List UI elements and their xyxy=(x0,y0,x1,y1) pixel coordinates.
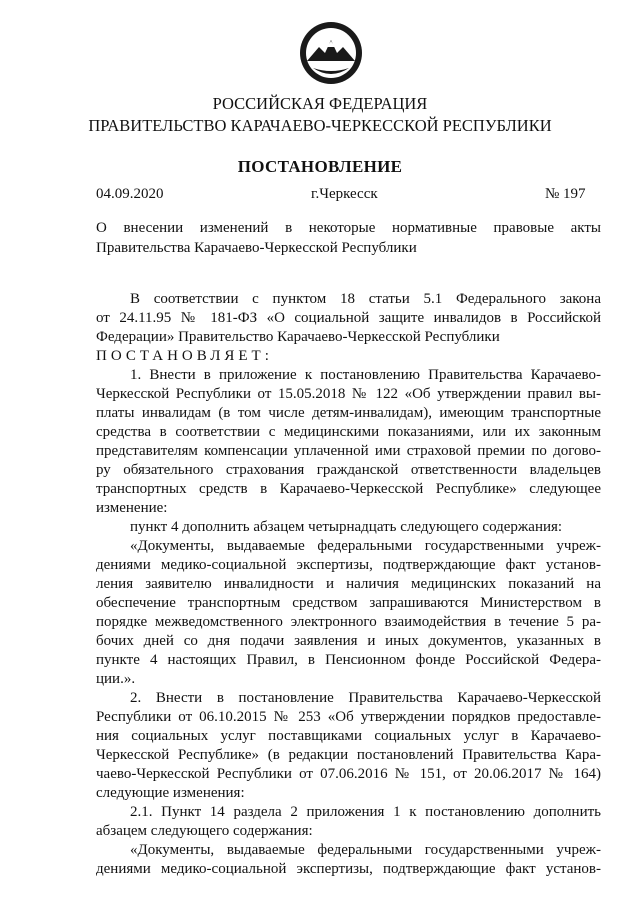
body-line: «Документы, выдаваемые федеральными государственными учреж- xyxy=(130,538,601,554)
document-type-title: ПОСТАНОВЛЕНИЕ xyxy=(237,157,403,176)
body-line: Республики от 06.10.2015 № 253 «Об утверждении порядков предоставле- xyxy=(96,709,601,725)
government-heading: ПРАВИТЕЛЬСТВО КАРАЧАЕВО-ЧЕРКЕССКОЙ РЕСПУБЛИКИ xyxy=(88,116,552,135)
body-line: 2. Внести в постановление Правительства Карачаево-Черкесской xyxy=(130,690,601,706)
document-number: № 197 xyxy=(545,186,586,202)
body-line: следующие изменения: xyxy=(96,785,245,801)
body-line: «Документы, выдаваемые федеральными государственными учреж- xyxy=(130,842,601,858)
body-line: транспортных средств в Карачаево-Черкесской Республике» следующее xyxy=(96,481,601,497)
body-line: чаево-Черкесской Республики от 07.06.2016 № 151, от 20.06.2017 № 164) xyxy=(96,766,601,782)
body-line: дениями медико-социальной экспертизы, подтверждающие факт установ- xyxy=(96,861,601,877)
body-line: 2.1. Пункт 14 раздела 2 приложения 1 к постановлению дополнить xyxy=(130,804,601,820)
body-line: представителям компенсации уплаченной ими страховой премии по догово- xyxy=(96,443,601,459)
body-line: дениями медико-социальной экспертизы, подтверждающие факт установ- xyxy=(96,557,601,573)
coat-of-arms-emblem xyxy=(298,20,364,86)
body-line-postanovlyaet: ПОСТАНОВЛЯЕТ: xyxy=(96,348,273,364)
body-line: порядке межведомственного электронного взаимодействия в течение 5 ра- xyxy=(96,614,601,630)
body-line: от 24.11.95 № 181-ФЗ «О социальной защите инвалидов в Российской xyxy=(96,310,601,326)
body-line: 1. Внести в приложение к постановлению Правительства Карачаево- xyxy=(130,367,601,383)
body-line: пункте 4 настоящих Правил, в Пенсионном фонде Российской Федера- xyxy=(96,652,601,668)
document-city: г.Черкесск xyxy=(311,186,378,202)
body-line: В соответствии с пунктом 18 статьи 5.1 Федерального закона xyxy=(130,291,601,307)
body-line: пункт 4 дополнить абзацем четырнадцать следующего содержания: xyxy=(130,519,563,535)
document-subject: О внесении изменений в некоторые нормативные правовые акты Правительства Карачаево-Черкесской Республики xyxy=(96,220,601,256)
body-line: Федерации» Правительство Карачаево-Черкесской Республики xyxy=(96,329,500,345)
body-line: платы инвалидам (в том числе детям-инвалидам), имеющим транспортные xyxy=(96,405,601,421)
body-line: изменение: xyxy=(96,500,168,516)
body-line: средства в соответствии с медицинскими показаниями, или их законным xyxy=(96,424,601,440)
body-line: Черкесской Республике» (в редакции постановлений Правительства Кара- xyxy=(96,747,601,763)
body-line: Черкесской Республики от 15.05.2018 № 122 «Об утверждении правил вы- xyxy=(96,386,601,402)
body-line: ния социальных услуг поставщиками социальных услуг в Карачаево- xyxy=(96,728,601,744)
document-date: 04.09.2020 xyxy=(96,186,164,202)
body-line: ции.». xyxy=(96,671,136,687)
country-heading: РОССИЙСКАЯ ФЕДЕРАЦИЯ xyxy=(212,94,428,113)
body-line: обеспечение транспортным средством запрашиваются Министерством в xyxy=(96,595,601,611)
body-line: бочих дней со дня подачи заявления и иных документов, указанных в xyxy=(96,633,601,649)
body-line: абзацем следующего содержания: xyxy=(96,823,313,839)
body-line: ления заявителю инвалидности и наличия медицинских показаний на xyxy=(96,576,601,592)
body-line: ру обязательного страхования гражданской ответственности владельцев xyxy=(96,462,601,478)
